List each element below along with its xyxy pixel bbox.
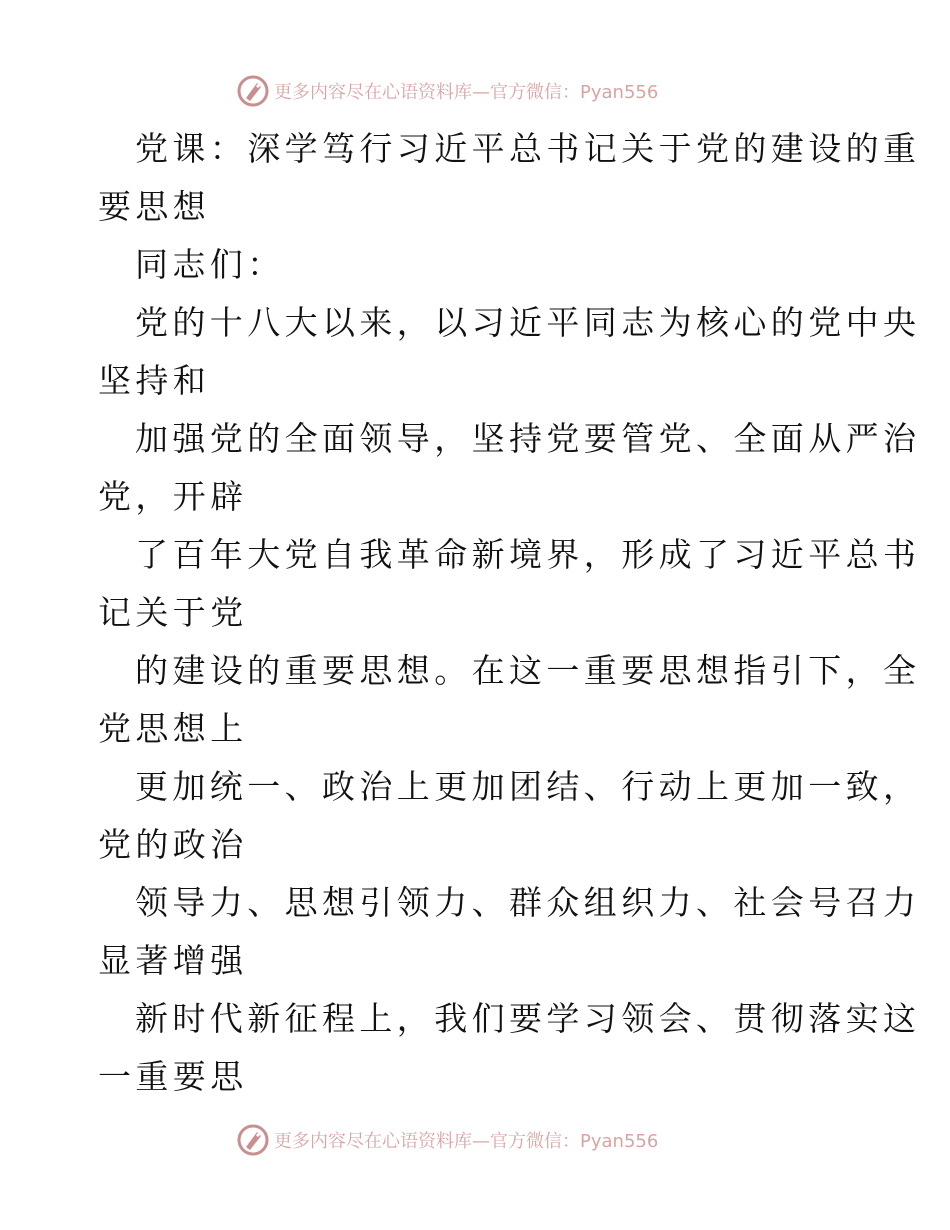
document-line: 的建设的重要思想。在这一重要思想指引下，全	[135, 651, 921, 690]
document-line: 同志们：	[135, 245, 285, 284]
footer-watermark	[236, 1123, 658, 1157]
document-line: 新时代新征程上，我们要学习领会、贯彻落实这	[135, 999, 921, 1038]
watermark-text: 更多内容尽在心语资料库—官方微信：Pyan556	[274, 1131, 659, 1152]
document-line: 领导力、思想引领力、群众组织力、社会号召力	[135, 883, 921, 922]
document-line: 党思想上	[98, 709, 248, 748]
document-line: 一重要思	[98, 1057, 248, 1096]
document-line: 记关于党	[98, 593, 248, 632]
pen-nib-logo-icon	[236, 1123, 270, 1157]
document-line: 加强党的全面领导，坚持党要管党、全面从严治	[135, 419, 921, 458]
document-line: 党课：深学笃行习近平总书记关于党的建设的重	[135, 129, 921, 168]
document-line: 要思想	[98, 187, 211, 226]
document-line: 坚持和	[98, 361, 211, 400]
pen-nib-logo-icon	[236, 74, 270, 108]
document-line: 党的十八大以来，以习近平同志为核心的党中央	[135, 303, 921, 342]
document-line: 党的政治	[98, 825, 248, 864]
document-line: 更加统一、政治上更加团结、行动上更加一致，	[135, 767, 921, 806]
document-line: 党，开辟	[98, 477, 248, 516]
document-line: 显著增强	[98, 941, 248, 980]
watermark-text: 更多内容尽在心语资料库—官方微信：Pyan556	[274, 82, 659, 103]
document-body	[98, 120, 921, 1106]
header-watermark	[236, 74, 658, 108]
document-line: 了百年大党自我革命新境界，形成了习近平总书	[135, 535, 921, 574]
